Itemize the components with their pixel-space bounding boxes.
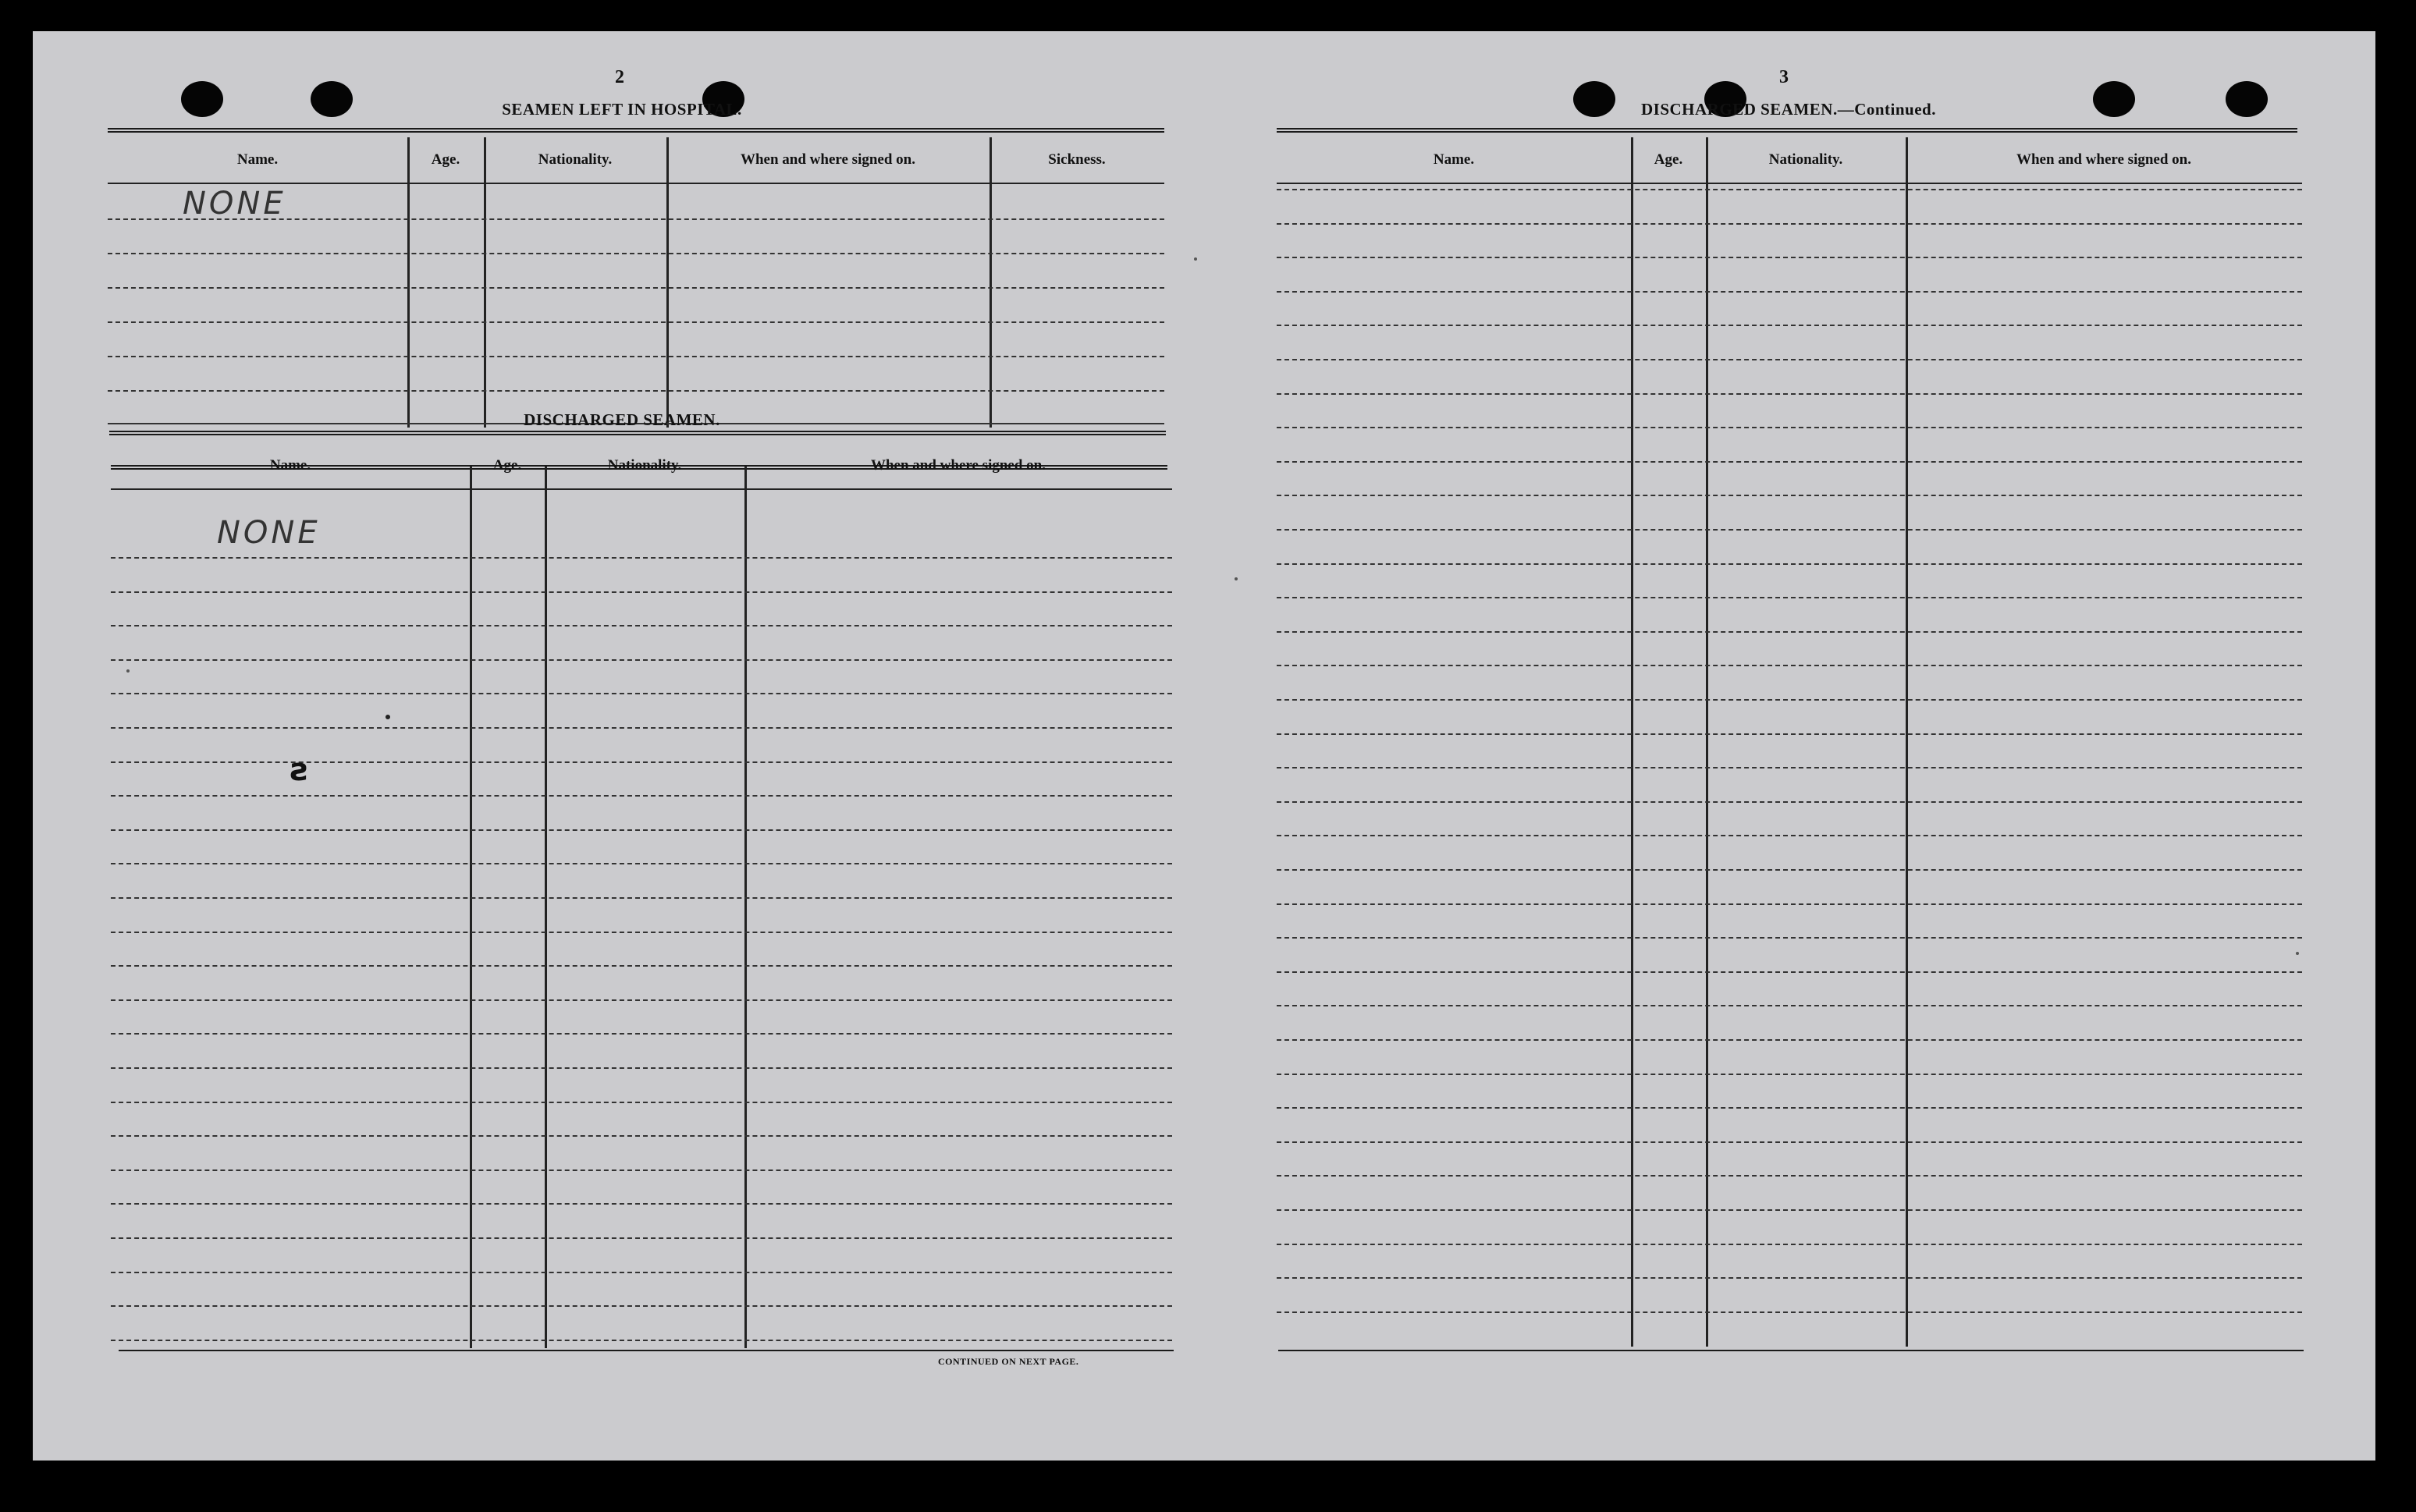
table-row (1277, 1311, 2302, 1313)
table-row (111, 1135, 1172, 1137)
table-row (1277, 359, 2302, 360)
table-row (1277, 291, 2302, 293)
discharged-top-rule (109, 431, 1166, 435)
paper-speck (1235, 577, 1238, 580)
table-row (111, 1340, 1172, 1341)
column-divider (484, 137, 486, 428)
table-row (111, 897, 1172, 899)
hospital-top-rule (108, 128, 1164, 133)
handwritten-entry-name: NONE (217, 515, 321, 551)
hospital-section-title: SEAMEN LEFT IN HOSPITAL. (502, 100, 742, 119)
handwritten-entry-name: NONE (183, 186, 286, 222)
table-row (108, 390, 1164, 392)
table-row (111, 761, 1172, 763)
table-row (1277, 495, 2302, 496)
col-header-name: Name. (1433, 151, 1475, 168)
table-row (111, 1033, 1172, 1035)
paper-speck (385, 715, 390, 719)
right-discharged-table (1277, 137, 2302, 1351)
table-row (1277, 1005, 2302, 1006)
column-divider (666, 137, 669, 428)
table-row (1277, 1277, 2302, 1279)
table-row (1277, 971, 2302, 973)
paper-speck (2296, 952, 2299, 955)
table-row (111, 693, 1172, 694)
paper-speck (1194, 257, 1197, 261)
table-row (111, 1237, 1172, 1239)
table-row (108, 287, 1164, 289)
col-header-nationality: Nationality. (607, 457, 682, 474)
col-header-signed-on: When and where signed on. (870, 457, 1046, 474)
continued-note: CONTINUED ON NEXT PAGE. (938, 1356, 1079, 1367)
table-row (111, 1272, 1172, 1273)
table-row (111, 829, 1172, 831)
header-rule (1277, 183, 2302, 184)
table-row (1277, 665, 2302, 666)
table-row (1277, 393, 2302, 395)
table-row (111, 795, 1172, 797)
table-row (1277, 189, 2302, 190)
table-row (1277, 325, 2302, 326)
punch-hole (2226, 81, 2268, 117)
punch-hole (1573, 81, 1615, 117)
col-header-sickness: Sickness. (1048, 151, 1106, 168)
table-row (111, 1305, 1172, 1307)
table-row (1277, 1107, 2302, 1109)
punch-hole (311, 81, 353, 117)
column-divider (407, 137, 410, 428)
column-divider (1906, 137, 1908, 1347)
table-row (1277, 1175, 2302, 1177)
column-divider (1631, 137, 1633, 1347)
table-row (111, 932, 1172, 933)
col-header-age: Age. (492, 457, 522, 474)
right-top-rule (1277, 128, 2297, 133)
table-row (1277, 699, 2302, 701)
col-header-name: Name. (236, 151, 279, 168)
column-divider (989, 137, 992, 428)
discharged-section-title: DISCHARGED SEAMEN. (524, 410, 720, 429)
table-row (111, 1067, 1172, 1069)
page-number: 2 (615, 67, 624, 87)
hospital-table (108, 137, 1164, 428)
table-row (1277, 257, 2302, 258)
table-row (111, 727, 1172, 729)
col-header-age: Age. (1654, 151, 1683, 168)
stray-ink-mark: ƨ (290, 752, 312, 788)
table-row (1277, 1209, 2302, 1211)
table-row (1277, 597, 2302, 598)
table-row (111, 999, 1172, 1001)
column-divider (545, 467, 547, 1348)
table-row (1277, 801, 2302, 803)
column-divider (470, 467, 472, 1348)
table-row (1277, 461, 2302, 463)
table-row (111, 1203, 1172, 1205)
table-row (1277, 631, 2302, 633)
table-row (108, 321, 1164, 323)
column-divider (1706, 137, 1708, 1347)
table-row (1277, 529, 2302, 531)
table-row (1277, 733, 2302, 735)
discharged-table (111, 443, 1172, 1348)
table-row (1277, 835, 2302, 836)
table-row (111, 965, 1172, 967)
table-row (111, 591, 1172, 593)
punch-hole (181, 81, 223, 117)
table-row (111, 863, 1172, 864)
table-row (111, 557, 1172, 559)
table-row (111, 659, 1172, 661)
right-page (1203, 31, 2375, 1461)
table-row (1277, 767, 2302, 768)
table-row (111, 1169, 1172, 1171)
table-row (111, 1102, 1172, 1103)
table-row (1277, 563, 2302, 565)
table-row (1277, 1141, 2302, 1143)
page-number: 3 (1779, 67, 1789, 87)
table-row (111, 625, 1172, 626)
col-header-signed-on: When and where signed on. (2016, 151, 2191, 168)
table-row (1277, 869, 2302, 871)
table-row (1277, 937, 2302, 939)
punch-hole (2093, 81, 2135, 117)
table-row (1277, 427, 2302, 428)
col-header-name: Name. (269, 457, 311, 474)
col-header-age: Age. (431, 151, 460, 168)
header-rule (108, 183, 1164, 184)
table-row (108, 356, 1164, 357)
column-divider (744, 467, 747, 1348)
col-header-nationality: Nationality. (1768, 151, 1843, 168)
left-page (33, 31, 1188, 1461)
right-section-title: DISCHARGED SEAMEN.—Continued. (1641, 100, 1936, 119)
table-row (1277, 1074, 2302, 1075)
paper-speck (126, 669, 130, 673)
col-header-nationality: Nationality. (538, 151, 613, 168)
table-row (1277, 1244, 2302, 1245)
table-row (108, 253, 1164, 254)
table-row (1277, 1039, 2302, 1041)
discharged-bottom-rule (119, 1350, 1174, 1351)
table-row (1277, 223, 2302, 225)
col-header-signed-on: When and where signed on. (740, 151, 915, 168)
header-rule (111, 488, 1172, 490)
table-row (1277, 903, 2302, 905)
document-sheet (33, 31, 2375, 1461)
right-bottom-rule (1278, 1350, 2304, 1351)
